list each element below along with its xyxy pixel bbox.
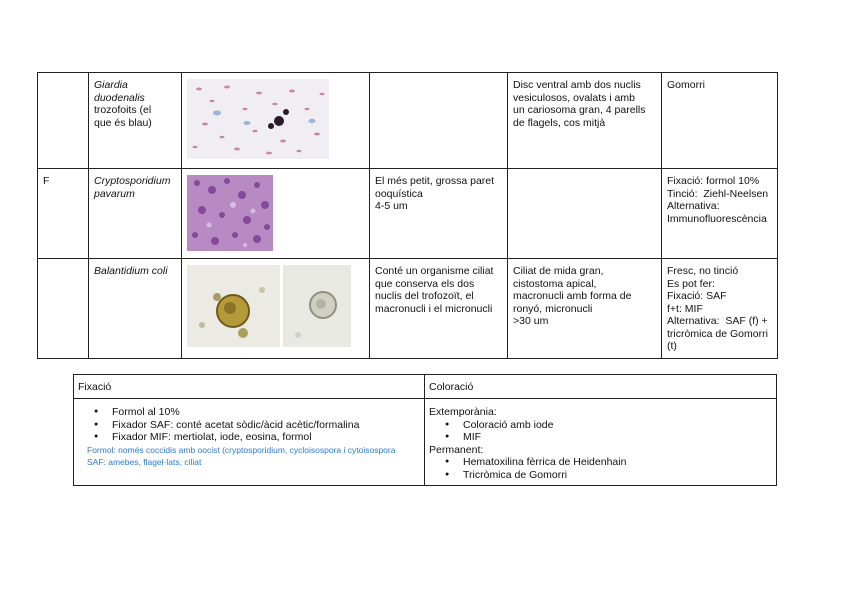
technique-text: Es pot fer:: [667, 277, 715, 290]
coloracio-cell: [425, 399, 777, 486]
fixacio-note: Formol: només coccidis amb oocist (cryptosporidium, cycloisospora i cytoisospora: [87, 444, 396, 455]
list-item: ● Coloració amb iode: [463, 419, 772, 432]
fixation-coloration-table: [73, 374, 777, 486]
row-label: [38, 259, 89, 359]
description-text: que conserva els dos: [375, 277, 475, 290]
organism-name: Cryptosporidium: [94, 175, 171, 187]
row-label: F: [38, 169, 89, 259]
description-cell: [370, 73, 508, 169]
list-item: ● Tricròmica de Gomorri: [463, 469, 772, 482]
description-text: Conté un organisme ciliat: [375, 265, 494, 277]
morphology-text: de flagels, cos mitjà: [513, 116, 606, 129]
technique-text: f+t: MIF: [667, 302, 703, 315]
technique-text: Alternativa:: [667, 200, 720, 212]
organism-name: Balantidium coli: [94, 265, 168, 277]
technique-text: tricròmica de Gomorri: [667, 327, 768, 340]
fixacio-note: SAF: amebes, flagel·lats, ciliat: [87, 456, 202, 467]
morphology-text: ronyó, micronucli: [513, 302, 593, 315]
permanent-label: Permanent:: [429, 443, 484, 456]
morphology-cell: [508, 259, 662, 359]
list-item: ● Hematoxilina fèrrica de Heidenhain: [463, 456, 772, 469]
organism-cell: [89, 73, 182, 169]
table-header-row: [74, 375, 777, 399]
technique-text: Fixació: SAF: [667, 290, 727, 302]
organism-cell: [89, 169, 182, 259]
description-cell: [370, 169, 508, 259]
morphology-text: macronucli amb forma de: [513, 290, 632, 302]
morphology-cell: [508, 73, 662, 169]
list-item: ● Fixador SAF: conté acetat sòdic/àcid acètic/formalina: [112, 419, 420, 432]
technique-text: Fixació: formol 10%: [667, 175, 760, 187]
fixacio-list: [78, 406, 420, 444]
image-cell: [182, 259, 370, 359]
description-text: macronucli i el micronucli: [375, 302, 493, 315]
coloracio-header: Coloració: [425, 375, 777, 399]
organism-note: que és blau): [94, 116, 152, 129]
technique-cell: [662, 259, 778, 359]
description-cell: [370, 259, 508, 359]
organism-name: Giardia duodenalis: [94, 79, 145, 104]
morphology-text: un cariosoma gran, 4 parells: [513, 104, 646, 116]
balantidium-micrograph: [187, 265, 280, 347]
technique-text: Gomorri: [667, 79, 705, 91]
morphology-text: Ciliat de mida gran,: [513, 265, 604, 277]
table-row: [38, 259, 778, 359]
parasite-table: [37, 72, 778, 359]
morphology-cell: [508, 169, 662, 259]
extemporania-label: Extemporània:: [429, 406, 497, 418]
row-label: [38, 73, 89, 169]
morphology-text: Disc ventral amb dos nuclis: [513, 79, 641, 91]
technique-text: Fresc, no tinció: [667, 265, 739, 277]
morphology-text: >30 um: [513, 315, 549, 327]
table-row: [38, 169, 778, 259]
permanent-list: [429, 456, 772, 481]
technique-text: (t): [667, 340, 677, 352]
balantidium-cyst-micrograph: [283, 265, 351, 347]
giardia-micrograph: [187, 79, 329, 159]
technique-text: Alternativa: SAF (f) +: [667, 315, 768, 327]
table-row: [74, 399, 777, 486]
technique-text: Tinció: Ziehl-Neelsen: [667, 187, 769, 200]
list-item: ● Fixador MIF: mertiolat, iode, eosina, formol: [112, 431, 420, 444]
organism-name: pavarum: [94, 187, 135, 200]
description-text: El més petit, grossa paret: [375, 175, 495, 187]
table-row: [38, 73, 778, 169]
description-text: nuclis del trofozoït, el: [375, 290, 474, 302]
organism-cell: [89, 259, 182, 359]
technique-text: Immunofluorescència: [667, 212, 767, 225]
description-text: ooquística: [375, 187, 423, 200]
organism-note: trozofoits (el: [94, 104, 152, 116]
image-cell: [182, 73, 370, 169]
extemporania-list: [429, 419, 772, 444]
technique-cell: [662, 73, 778, 169]
list-item: ● Formol al 10%: [112, 406, 420, 419]
cryptosporidium-micrograph: [187, 175, 273, 251]
technique-cell: [662, 169, 778, 259]
fixacio-header: Fixació: [74, 375, 425, 399]
image-cell: [182, 169, 370, 259]
morphology-text: vesiculosos, ovalats i amb: [513, 91, 635, 104]
list-item: ● MIF: [463, 431, 772, 444]
fixacio-cell: [74, 399, 425, 486]
morphology-text: cistostoma apical,: [513, 277, 597, 290]
description-text: 4-5 um: [375, 200, 408, 212]
